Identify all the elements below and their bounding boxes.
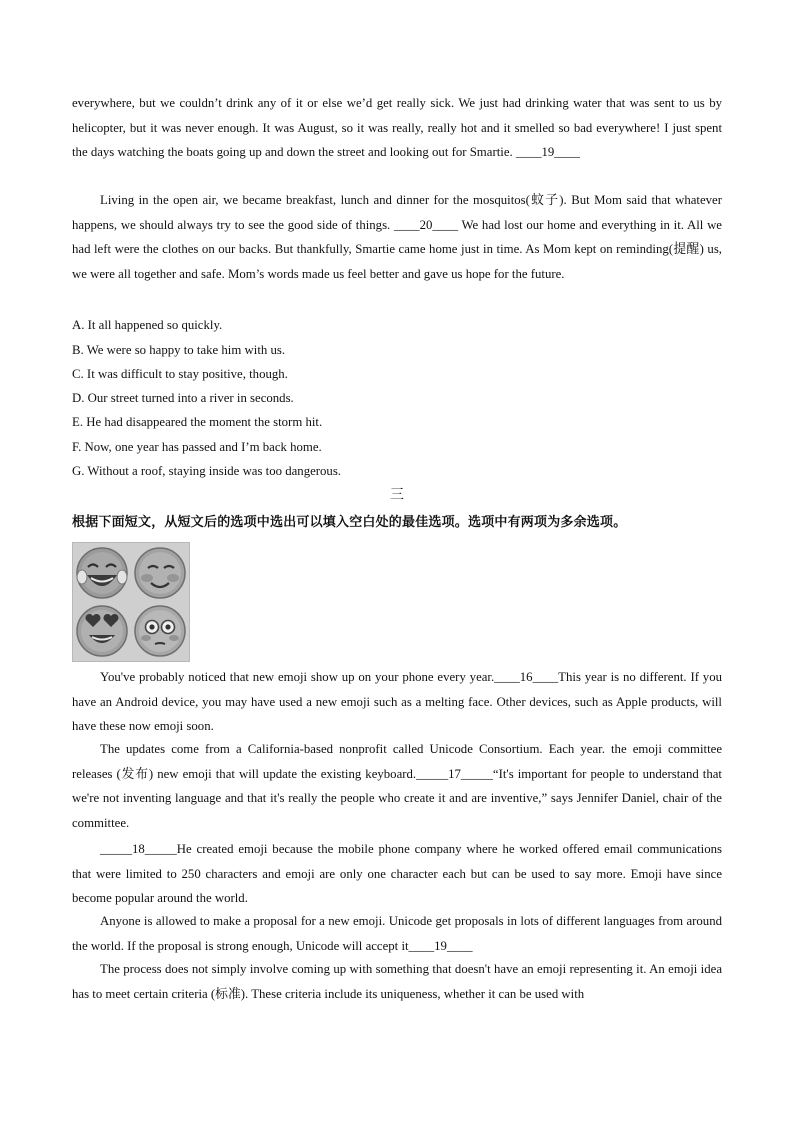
option-c: C. It was difficult to stay positive, though.	[72, 367, 288, 381]
option-b: B. We were so happy to take him with us.	[72, 343, 286, 357]
passage-paragraph: _____18_____He created emoji because the mobile phone company where he worked offered email communications that were limited to 250 characters and emoji are only one character each but can be used to say more. Emoji have since become popular around the world.	[72, 842, 722, 905]
passage-paragraph: Anyone is allowed to make a proposal for a new emoji. Unicode get proposals in lots of different languages from around the world. If the proposal is strong enough, Unicode will accept it____19____	[72, 914, 722, 953]
passage-paragraph: The updates come from a California-based nonprofit called Unicode Consortium. Each year. the emoji committee releases (发布) new emoji that will update the existing keyboard._____17_____“It's important for people to understand that we're not inventing language and that it's really the people who create it and are inventive,” says Jennifer Daniel, chair of the committee.	[72, 742, 722, 830]
emoji-image	[72, 542, 190, 662]
section-instruction: 根据下面短文，从短文后的选项中选出可以填入空白处的最佳选项。选项中有两项为多余选项。	[72, 515, 627, 530]
heart-eyes-emoji-icon	[77, 606, 127, 656]
laughing-tears-emoji-icon	[77, 548, 127, 598]
passage-paragraph-continued: everywhere, but we couldn’t drink any of it or else we’d get really sick. We just had drinking water that was sent to us by helicopter, but it was never enough. It was August, so it was really, really hot and it smelled so bad everywhere! I just spent the days watching the boats going up and down the street and looking out for Smartie. ____19____	[72, 96, 722, 159]
passage-paragraph: You've probably noticed that new emoji show up on your phone every year.____16____This year is no different. If you have an Android device, you may have used a new emoji such as a melting face. Other devices, such as Apple products, will have these now emoji soon.	[72, 670, 722, 733]
option-g: G. Without a roof, staying inside was too dangerous.	[72, 464, 342, 478]
passage-paragraph: Living in the open air, we became breakfast, lunch and dinner for the mosquitos(蚊子). But Mom said that whatever happens, we should always try to see the good side of things. ____20____ We had lost our home and everything in it. All we had left were the clothes on our backs. But thankfully, Smartie came home just in time. As Mom kept on reminding(提醒) us, we were all together and safe. Mom’s words made us feel better and gave us hope for the future.	[72, 193, 722, 281]
option-a: A. It all happened so quickly.	[72, 318, 223, 332]
passage-paragraph: The process does not simply involve coming up with something that doesn't have an emoji representing it. An emoji idea has to meet certain criteria (标准). These criteria include its uniqueness, whether it can be used with	[72, 962, 722, 1001]
option-d: D. Our street turned into a river in seconds.	[72, 391, 294, 405]
section-number: 三	[390, 487, 404, 503]
blushing-smile-emoji-icon	[135, 548, 185, 598]
option-f: F. Now, one year has passed and I’m back home.	[72, 440, 322, 454]
option-e: E. He had disappeared the moment the storm hit.	[72, 415, 323, 429]
flushed-face-emoji-icon	[135, 606, 185, 656]
